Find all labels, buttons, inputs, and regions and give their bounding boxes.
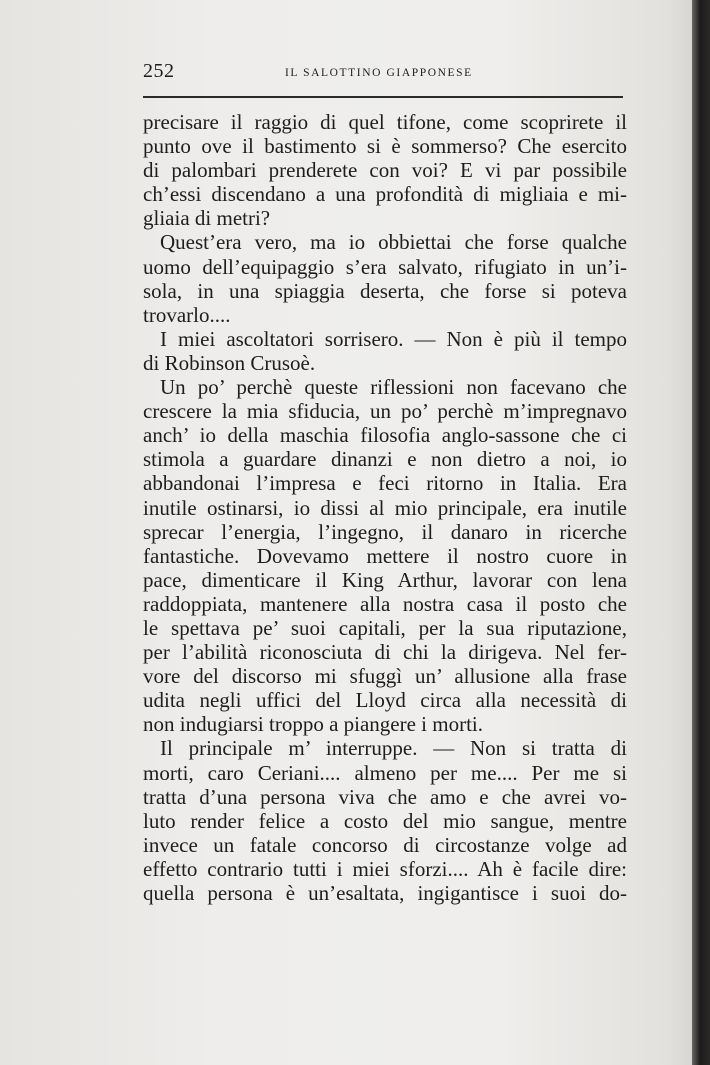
text-line: Quest’era vero, ma io obbiettai che forse qualche [160, 230, 627, 255]
text-line: ch’essi discendano a una profondità di migliaia e mi- [143, 182, 627, 207]
text-line: gliaia di metri? [143, 206, 271, 231]
text-line: invece un fatale concorso di circostanze volge ad [143, 832, 627, 857]
text-line: pace, dimenticare il King Arthur, lavorar con lena [143, 567, 627, 592]
text-line: di Robinson Crusoè. [143, 350, 316, 375]
text-line: tratta d’una persona viva che amo e che avrei vo- [143, 784, 627, 809]
paragraph [143, 375, 627, 736]
text-line: le spettava pe’ suoi capitali, per la sua riputazione, [143, 615, 627, 640]
text-line: trovarlo.... [143, 302, 231, 327]
text-line: precisare il raggio di quel tifone, come scoprirete il [143, 110, 627, 134]
page-number: 252 [143, 60, 175, 82]
text-line: per l’abilità riconosciuta di chi la dirigeva. Nel fer- [143, 640, 627, 665]
book-spine-shadow [692, 0, 710, 1065]
text-line: di palombari prenderete con voi? E vi par possibile [143, 158, 627, 183]
text-line: sprecar l’energia, l’ingegno, il danaro in ricerche [143, 519, 627, 544]
text-line: morti, caro Ceriani.... almeno per me.... Per me si [143, 760, 627, 785]
text-line: sola, in una spiaggia deserta, che forse si poteva [143, 278, 627, 303]
paragraph [143, 110, 627, 230]
text-line: fantastiche. Dovevamo mettere il nostro cuore in [143, 543, 627, 568]
text-line: raddoppiata, mantenere alla nostra casa il posto che [143, 591, 627, 616]
running-title: IL SALOTTINO GIAPPONESE [285, 67, 473, 79]
text-line: I miei ascoltatori sorrisero. — Non è più il tempo [160, 326, 627, 351]
paragraph [143, 327, 627, 375]
text-line: vore del discorso mi sfuggì un’ allusione alla frase [143, 664, 627, 689]
text-line: udita negli uffici del Lloyd circa alla necessità di [143, 688, 627, 713]
text-line: non indugiarsi troppo a piangere i morti. [143, 712, 484, 737]
text-line: Un po’ perchè queste riflessioni non facevano che [160, 375, 627, 400]
header-rule [143, 96, 623, 98]
text-line: effetto contrario tutti i miei sforzi.... Ah è facile dire: [143, 856, 627, 881]
text-line: anch’ io della maschia filosofia anglo-sassone che ci [143, 423, 627, 448]
text-line: stimola a guardare dinanzi e non dietro a noi, io [143, 447, 627, 472]
paragraph [143, 230, 627, 326]
text-line: Il principale m’ interruppe. — Non si tratta di [160, 736, 627, 761]
text-line: luto render felice a costo del mio sangue, mentre [143, 808, 627, 833]
text-line: inutile ostinarsi, io dissi al mio principale, era inutile [143, 495, 627, 520]
text-line: quella persona è un’esaltata, ingigantisce i suoi do- [143, 881, 627, 905]
body-text [143, 110, 627, 905]
text-line: uomo dell’equipaggio s’era salvato, rifugiato in un’i- [143, 254, 627, 279]
page-header [143, 58, 631, 88]
text-line: punto ove il bastimento si è sommerso? Che esercito [143, 134, 627, 159]
text-line: abbandonai l’impresa e feci ritorno in Italia. Era [143, 471, 627, 496]
paragraph [143, 736, 627, 905]
text-line: crescere la mia sfiducia, un po’ perchè m’impregnavo [143, 399, 627, 424]
